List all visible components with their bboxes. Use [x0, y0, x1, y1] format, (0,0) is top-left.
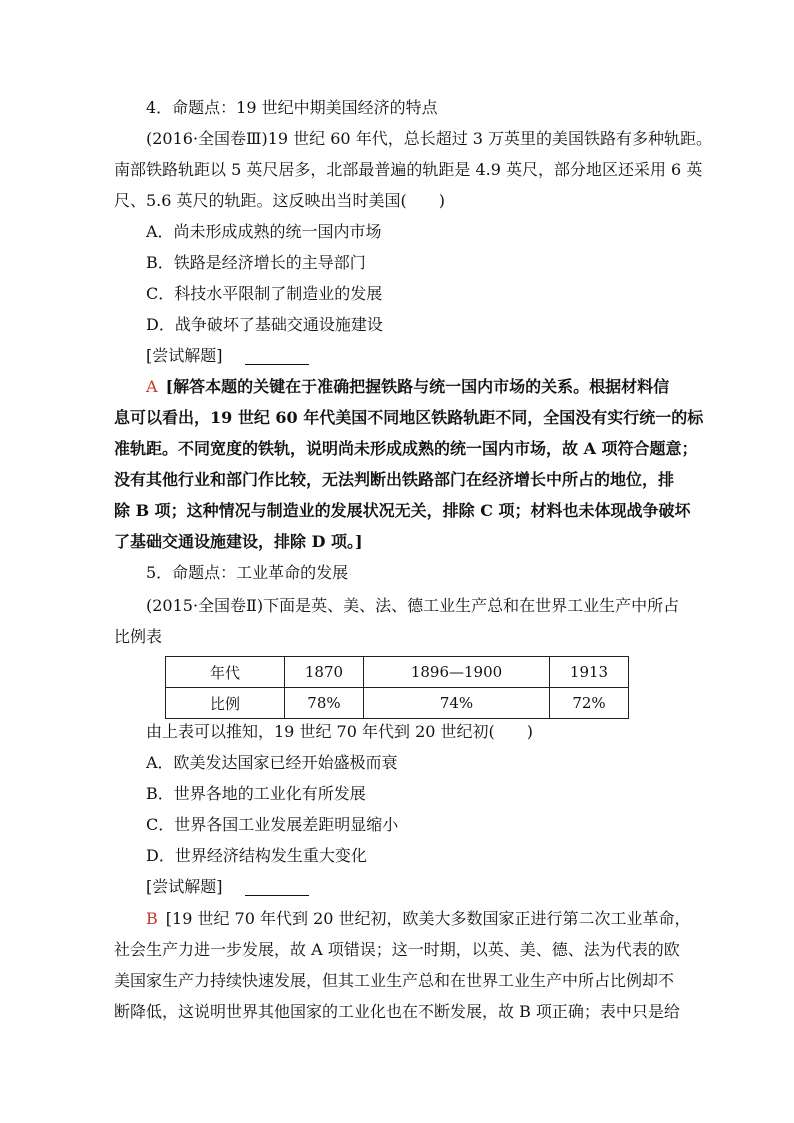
q4-explanation-line: 息可以看出，19 世纪 60 年代美国不同地区铁路轨距不同，全国没有实行统一的标: [114, 408, 704, 427]
q5-explanation-line: 美国家生产力持续快速发展，但其工业生产总和在世界工业生产中所占比例却不: [114, 971, 675, 990]
table-row: [166, 657, 629, 688]
q4-explanation-line: 除 B 项；这种情况与制造业的发展状况无关，排除 C 项；材料也未体现战争破坏: [114, 501, 691, 520]
q5-option-c: C．世界各国工业发展差距明显缩小: [146, 815, 399, 834]
q4-option-d: D．战争破坏了基础交通设施建设: [146, 315, 383, 334]
q5-option-d: D．世界经济结构发生重大变化: [146, 846, 367, 865]
q4-option-c: C．科技水平限制了制造业的发展: [146, 284, 383, 303]
table-cell: 1896—1900: [363, 657, 549, 688]
try-solve-label: [尝试解题]: [146, 346, 223, 365]
q4-option-a: A．尚未形成成熟的统一国内市场: [146, 222, 382, 241]
q4-stem-line: 尺、5.6 英尺的轨距。这反映出当时美国( ): [114, 191, 446, 210]
q4-stem-line: (2016·全国卷Ⅲ)19 世纪 60 年代，总长超过 3 万英里的美国铁路有多种轨距。: [146, 129, 713, 148]
answer-blank: [245, 346, 309, 365]
q4-explanation-line: 了基础交通设施建设，排除 D 项。]: [114, 532, 363, 551]
table-cell: 1870: [285, 657, 364, 688]
table-cell: 74%: [363, 688, 549, 719]
q4-explanation-line: 没有其他行业和部门作比较，无法判断出铁路部门在经济增长中所占的地位，排: [114, 470, 675, 489]
q5-try-solve: [146, 871, 684, 902]
q5-stem-line: (2015·全国卷Ⅱ)下面是英、美、法、德工业生产总和在世界工业生产中所占: [146, 596, 680, 615]
q4-explanation-line: 准轨距。不同宽度的铁轨，说明尚未形成成熟的统一国内市场，故 A 项符合题意；: [114, 439, 698, 458]
table-cell: 年代: [166, 657, 285, 688]
q4-stem-line: 南部铁路轨距以 5 英尺居多，北部最普遍的轨距是 4.9 英尺，部分地区还采用 6 英: [114, 160, 703, 179]
q4-option-b: B．铁路是经济增长的主导部门: [146, 253, 366, 272]
explanation-text: [解答本题的关键在于准确把握铁路与统一国内市场的关系。根据材料信: [165, 377, 670, 396]
table-cell: 72%: [550, 688, 629, 719]
table-cell: 比例: [166, 688, 285, 719]
q5-explanation-line: 断降低，这说明世界其他国家的工业化也在不断发展，故 B 项正确；表中只是给: [114, 1002, 680, 1021]
q4-try-solve: [146, 340, 684, 371]
q4-title: 4．命题点：19 世纪中期美国经济的特点: [146, 98, 438, 117]
q5-option-b: B．世界各地的工业化有所发展: [146, 784, 366, 803]
q5-option-a: A．欧美发达国家已经开始盛极而衰: [146, 753, 398, 772]
table-cell: 78%: [285, 688, 364, 719]
q5-question-line: 由上表可以推知，19 世纪 70 年代到 20 世纪初( ): [146, 722, 533, 741]
q4-explanation-line: [146, 371, 684, 402]
q5-title: 5．命题点：工业革命的发展: [146, 563, 349, 582]
q5-stem-line: 比例表: [114, 627, 163, 646]
q5-explanation-line: 社会生产力进一步发展，故 A 项错误；这一时期，以英、美、德、法为代表的欧: [114, 940, 680, 959]
table-row: [166, 688, 629, 719]
proportion-table: [165, 656, 629, 719]
answer-letter: A: [146, 377, 158, 396]
answer-letter: B: [146, 909, 158, 928]
answer-blank: [245, 877, 309, 896]
q5-explanation-line: [146, 903, 691, 934]
try-solve-label: [尝试解题]: [146, 877, 223, 896]
explanation-text: [19 世纪 70 年代到 20 世纪初，欧美大多数国家正进行第二次工业革命，: [165, 909, 691, 928]
table-cell: 1913: [550, 657, 629, 688]
